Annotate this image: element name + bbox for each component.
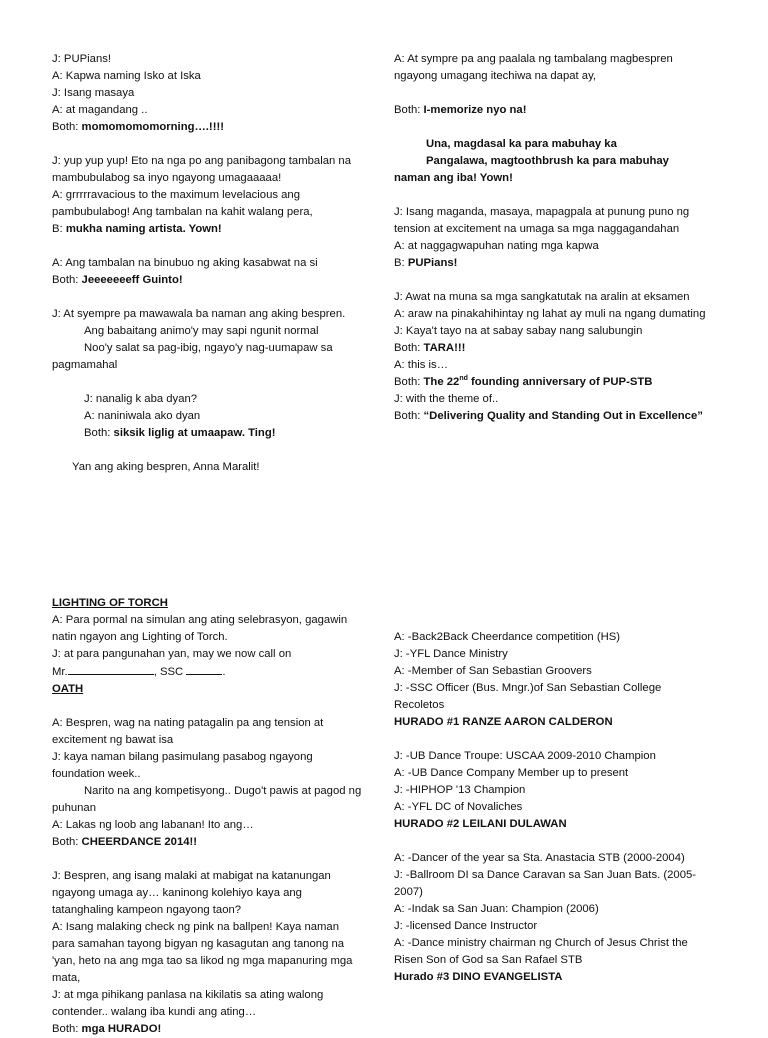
line: Narito na ang kompetisyong.. Dugo't pawis at pagod ng puhunan [52, 785, 362, 814]
line: A: -Member of San Sebastian Groovers [394, 665, 592, 677]
bold-text: PUPians! [407, 257, 458, 269]
speaker: Both: [52, 1023, 82, 1035]
superscript: nd [459, 375, 468, 383]
line: J: Awat na muna sa mga sangkatutak na aralin at eksamen [394, 291, 690, 303]
text: , SSC [153, 666, 187, 678]
line [394, 408, 714, 425]
line: A: -UB Dance Company Member up to present [394, 767, 629, 779]
line: J: -YFL Dance Ministry [394, 648, 508, 660]
script-top-left [52, 51, 370, 476]
line: J: -UB Dance Troupe: USCAA 2009-2010 Champion [394, 750, 656, 762]
line: J: PUPians! [52, 53, 112, 65]
speaker: Both: [84, 427, 114, 439]
line: A: -Indak sa San Juan: Champion (2006) [394, 903, 599, 915]
line: A: this is… [394, 359, 448, 371]
speaker: Both: [394, 376, 424, 388]
line: J: -Ballroom DI sa Dance Caravan sa San Juan Bats. (2005-2007) [394, 869, 697, 898]
line: A: naniniwala ako dyan [84, 410, 201, 422]
speaker: B: [52, 223, 66, 235]
script-top-right [394, 51, 714, 425]
bold-text: CHEERDANCE 2014!! [81, 836, 198, 848]
bold-text: momomomomorning….!!!! [81, 121, 224, 133]
line: Yan ang aking bespren, Anna Maralit! [72, 461, 260, 473]
bold-text: mukha naming artista. Yown! [65, 223, 222, 235]
bold-text: TARA!!! [423, 342, 466, 354]
speaker: Both: [52, 274, 82, 286]
line [394, 255, 714, 272]
speaker: Both: [394, 342, 424, 354]
line: J: At syempre pa mawawala ba naman ang aking bespren. [52, 308, 346, 320]
line: A: Isang malaking check ng pink na ballpen! Kaya naman para samahan tayong bigyan ng kasagutan ang tanong na 'yan, heto na ang mga tao sa likod ng mga mapanuring mga mata, [52, 921, 353, 984]
bold-text: I-memorize nyo na! [423, 104, 527, 116]
line [52, 272, 370, 289]
speaker: Both: [394, 104, 424, 116]
line: A: Ang tambalan na binubuo ng aking kasabwat na si [52, 257, 318, 269]
section-heading: LIGHTING OF TORCH [52, 597, 168, 609]
line: J: at mga pihikang panlasa na kikilatis sa ating walong contender.. walang iba kundi ang ating… [52, 989, 324, 1018]
line: A: at naggagwapuhan nating mga kapwa [394, 240, 599, 252]
line: J: Kaya't tayo na at sabay sabay nang salubungin [394, 325, 643, 337]
judge-heading: Hurado #3 DINO EVANGELISTA [394, 971, 563, 983]
line: J: -licensed Dance Instructor [394, 920, 538, 932]
line: A: at magandang .. [52, 104, 148, 116]
bold-text: founding anniversary of PUP-STB [467, 376, 653, 388]
line: J: Isang masaya [52, 87, 135, 99]
speaker: B: [394, 257, 408, 269]
bold-text: Jeeeeeeeff Guinto! [81, 274, 183, 286]
line: J: at para pangunahan yan, may we now call on [52, 648, 292, 660]
line: A: -YFL DC of Novaliches [394, 801, 523, 813]
script-bottom-left [52, 595, 364, 1038]
line: A: -Back2Back Cheerdance competition (HS) [394, 631, 621, 643]
line: Pangalawa, magtoothbrush ka para mabuhay [426, 155, 669, 167]
line: J: Isang maganda, masaya, mapagpala at punung puno ng tension at excitement na umaga sa mga naggagandahan [394, 206, 690, 235]
line: Noo'y salat sa pag-ibig, ngayo'y nag-uumapaw sa pagmamahal [52, 342, 333, 371]
judge-heading: HURADO #1 RANZE AARON CALDERON [394, 716, 613, 728]
bold-text: siksik liglig at umaapaw. Ting! [113, 427, 276, 439]
line: J: nanalig k aba dyan? [84, 393, 198, 405]
line: A: Kapwa naming Isko at Iska [52, 70, 201, 82]
line: A: grrrrravacious to the maximum levelacious ang pambubulabog! Ang tambalan na kahit walang pera, [52, 189, 313, 218]
line [52, 663, 364, 681]
line: J: -SSC Officer (Bus. Mngr.)of San Sebastian College Recoletos [394, 682, 662, 711]
text: . [222, 666, 226, 678]
name-blank [68, 663, 154, 675]
line [394, 102, 714, 119]
line [394, 340, 714, 357]
section-heading: OATH [52, 683, 84, 695]
speaker: Both: [52, 836, 82, 848]
bold-text: The 22 [423, 376, 460, 388]
script-bottom-right [394, 629, 714, 986]
line [52, 834, 364, 851]
speaker: Both: [394, 410, 424, 422]
line: J: -HIPHOP '13 Champion [394, 784, 526, 796]
bold-text: mga HURADO! [81, 1023, 162, 1035]
line [394, 374, 714, 391]
line: A: Bespren, wag na nating patagalin pa ang tension at excitement ng bawat isa [52, 717, 324, 746]
line [52, 119, 370, 136]
line: A: -Dancer of the year sa Sta. Anastacia STB (2000-2004) [394, 852, 685, 864]
line: A: Lakas ng loob ang labanan! Ito ang… [52, 819, 254, 831]
line: A: -Dance ministry chairman ng Church of Jesus Christ the Risen Son of God sa San Rafael STB [394, 937, 688, 966]
line: J: kaya naman bilang pasimulang pasabog ngayong foundation week.. [52, 751, 313, 780]
line: A: Para pormal na simulan ang ating selebrasyon, gagawin natin ngayon ang Lighting of Torch. [52, 614, 348, 643]
line: Ang babaitang animo'y may sapi ngunit normal [84, 325, 319, 337]
line [52, 221, 370, 238]
line: J: yup yup yup! Eto na nga po ang panibagong tambalan na mambubulabog sa inyo ngayong umagaaaaa! [52, 155, 351, 184]
speaker: Both: [52, 121, 82, 133]
line: naman ang iba! Yown! [394, 172, 513, 184]
judge-heading: HURADO #2 LEILANI DULAWAN [394, 818, 567, 830]
line: J: Bespren, ang isang malaki at mabigat na katanungan ngayong umaga ay… kaninong kolehiyo kaya ang tatanghaling kampeon ngayong taon? [52, 870, 331, 916]
prefix: Mr. [52, 666, 68, 678]
line: A: araw na pinakahihintay ng lahat ay muli na ngang dumating [394, 308, 706, 320]
bold-text: “Delivering Quality and Standing Out in Excellence” [423, 410, 703, 422]
line: A: At sympre pa ang paalala ng tambalang magbespren ngayong umagang itechiwa na dapat ay, [394, 53, 673, 82]
position-blank [186, 663, 222, 675]
line [52, 425, 370, 442]
line: Una, magdasal ka para mabuhay ka [426, 138, 617, 150]
line: J: with the theme of.. [394, 393, 499, 405]
